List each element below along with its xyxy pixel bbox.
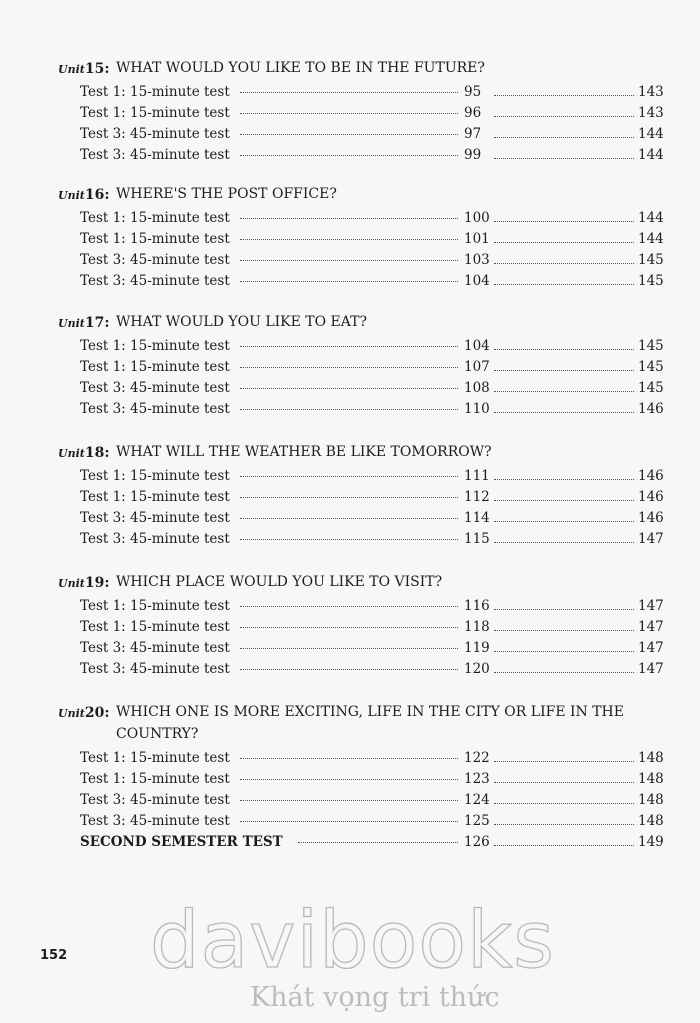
unit-title: WHAT WILL THE WEATHER BE LIKE TOMORROW? xyxy=(116,444,492,460)
question-page: 108 xyxy=(464,380,490,396)
unit-word: Unit xyxy=(58,317,85,330)
dot-leader xyxy=(494,845,634,846)
dot-leader xyxy=(494,158,634,159)
question-page: 107 xyxy=(464,359,490,375)
dot-leader xyxy=(240,155,458,156)
dot-leader xyxy=(298,842,458,843)
test-row xyxy=(80,145,664,166)
question-page: 123 xyxy=(464,771,490,787)
dot-leader xyxy=(494,803,634,804)
question-page: 115 xyxy=(464,531,490,547)
test-row xyxy=(80,596,664,617)
answer-page: 148 xyxy=(638,771,664,787)
dot-leader xyxy=(494,263,634,264)
test-name: Test 3: 45-minute test xyxy=(80,401,230,417)
answer-page: 147 xyxy=(638,531,664,547)
test-list xyxy=(58,208,668,292)
unit-heading xyxy=(58,701,668,745)
question-page: 125 xyxy=(464,813,490,829)
test-name: Test 1: 15-minute test xyxy=(80,771,230,787)
test-name: Test 1: 15-minute test xyxy=(80,489,230,505)
unit-label xyxy=(58,571,110,595)
answer-page: 145 xyxy=(638,273,664,289)
unit-heading xyxy=(58,183,668,205)
answer-page: 148 xyxy=(638,792,664,808)
test-row xyxy=(80,529,664,550)
unit-heading xyxy=(58,441,668,463)
test-row xyxy=(80,790,664,811)
dot-leader xyxy=(240,518,458,519)
question-page: 116 xyxy=(464,598,490,614)
watermark-tagline: Khát vọng tri thức xyxy=(250,982,500,1013)
test-row xyxy=(80,659,664,680)
unit-word: Unit xyxy=(58,447,85,460)
question-page: 96 xyxy=(464,105,482,121)
test-name: Test 3: 45-minute test xyxy=(80,813,230,829)
semester-test-row xyxy=(80,832,664,853)
test-name: Test 1: 15-minute test xyxy=(80,468,230,484)
test-name: Test 1: 15-minute test xyxy=(80,231,230,247)
test-name: Test 1: 15-minute test xyxy=(80,598,230,614)
dot-leader xyxy=(494,500,634,501)
dot-leader xyxy=(494,284,634,285)
unit-label xyxy=(58,701,110,725)
question-page: 101 xyxy=(464,231,490,247)
test-row xyxy=(80,103,664,124)
test-row xyxy=(80,124,664,145)
dot-leader xyxy=(240,497,458,498)
test-row xyxy=(80,229,664,250)
test-row xyxy=(80,82,664,103)
unit-title: WHICH ONE IS MORE EXCITING, LIFE IN THE CITY OR LIFE IN THE COUNTRY? xyxy=(116,704,624,742)
question-page: 112 xyxy=(464,489,490,505)
dot-leader xyxy=(240,779,458,780)
test-name: SECOND SEMESTER TEST xyxy=(80,834,283,850)
question-page: 114 xyxy=(464,510,490,526)
unit-number: 16: xyxy=(84,187,110,203)
unit-section-19 xyxy=(58,571,668,680)
unit-label xyxy=(58,183,110,207)
test-list xyxy=(58,82,668,166)
unit-word: Unit xyxy=(58,189,85,202)
dot-leader xyxy=(494,370,634,371)
test-name: Test 1: 15-minute test xyxy=(80,359,230,375)
dot-leader xyxy=(240,388,458,389)
answer-page: 145 xyxy=(638,338,664,354)
dot-leader xyxy=(240,367,458,368)
test-row xyxy=(80,617,664,638)
unit-title: WHAT WOULD YOU LIKE TO EAT? xyxy=(116,314,367,330)
dot-leader xyxy=(494,630,634,631)
answer-page: 143 xyxy=(638,84,664,100)
test-row xyxy=(80,357,664,378)
unit-label xyxy=(58,441,110,465)
test-list xyxy=(58,748,668,853)
test-name: Test 3: 45-minute test xyxy=(80,510,230,526)
dot-leader xyxy=(240,476,458,477)
unit-section-17 xyxy=(58,311,668,420)
test-name: Test 1: 15-minute test xyxy=(80,105,230,121)
test-row xyxy=(80,811,664,832)
test-name: Test 3: 45-minute test xyxy=(80,252,230,268)
dot-leader xyxy=(240,539,458,540)
test-list xyxy=(58,466,668,550)
question-page: 119 xyxy=(464,640,490,656)
dot-leader xyxy=(240,239,458,240)
dot-leader xyxy=(494,412,634,413)
test-row xyxy=(80,336,664,357)
unit-number: 17: xyxy=(84,315,110,331)
dot-leader xyxy=(494,672,634,673)
dot-leader xyxy=(240,281,458,282)
test-name: Test 1: 15-minute test xyxy=(80,210,230,226)
answer-page: 149 xyxy=(638,834,664,850)
test-row xyxy=(80,508,664,529)
test-name: Test 1: 15-minute test xyxy=(80,750,230,766)
answer-page: 145 xyxy=(638,380,664,396)
unit-section-16 xyxy=(58,183,668,292)
test-row xyxy=(80,769,664,790)
answer-page: 147 xyxy=(638,661,664,677)
question-page: 97 xyxy=(464,126,482,142)
test-list xyxy=(58,596,668,680)
test-row xyxy=(80,638,664,659)
question-page: 99 xyxy=(464,147,482,163)
unit-word: Unit xyxy=(58,577,85,590)
dot-leader xyxy=(240,113,458,114)
dot-leader xyxy=(494,521,634,522)
answer-page: 144 xyxy=(638,231,664,247)
answer-page: 146 xyxy=(638,401,664,417)
answer-page: 144 xyxy=(638,210,664,226)
unit-section-18 xyxy=(58,441,668,550)
question-page: 126 xyxy=(464,834,490,850)
question-page: 104 xyxy=(464,273,490,289)
unit-title: WHAT WOULD YOU LIKE TO BE IN THE FUTURE? xyxy=(116,60,485,76)
question-page: 104 xyxy=(464,338,490,354)
dot-leader xyxy=(494,542,634,543)
dot-leader xyxy=(240,627,458,628)
dot-leader xyxy=(494,651,634,652)
unit-heading xyxy=(58,311,668,333)
test-name: Test 1: 15-minute test xyxy=(80,84,230,100)
answer-page: 147 xyxy=(638,640,664,656)
unit-heading xyxy=(58,571,668,593)
dot-leader xyxy=(494,95,634,96)
unit-label xyxy=(58,57,110,81)
test-row xyxy=(80,378,664,399)
unit-word: Unit xyxy=(58,63,85,76)
dot-leader xyxy=(240,346,458,347)
question-page: 100 xyxy=(464,210,490,226)
unit-section-15 xyxy=(58,57,668,166)
unit-number: 19: xyxy=(84,575,110,591)
question-page: 118 xyxy=(464,619,490,635)
dot-leader xyxy=(494,116,634,117)
answer-page: 144 xyxy=(638,126,664,142)
test-name: Test 1: 15-minute test xyxy=(80,619,230,635)
dot-leader xyxy=(240,260,458,261)
dot-leader xyxy=(494,609,634,610)
unit-number: 18: xyxy=(84,445,110,461)
unit-label xyxy=(58,311,110,335)
dot-leader xyxy=(494,479,634,480)
test-name: Test 3: 45-minute test xyxy=(80,380,230,396)
answer-page: 143 xyxy=(638,105,664,121)
test-name: Test 3: 45-minute test xyxy=(80,661,230,677)
test-row xyxy=(80,748,664,769)
dot-leader xyxy=(240,669,458,670)
unit-heading xyxy=(58,57,668,79)
test-name: Test 3: 45-minute test xyxy=(80,126,230,142)
page-number: 152 xyxy=(40,948,68,963)
question-page: 111 xyxy=(464,468,490,484)
answer-page: 144 xyxy=(638,147,664,163)
test-name: Test 3: 45-minute test xyxy=(80,147,230,163)
unit-number: 15: xyxy=(84,61,110,77)
test-row xyxy=(80,208,664,229)
answer-page: 147 xyxy=(638,598,664,614)
dot-leader xyxy=(494,137,634,138)
test-list xyxy=(58,336,668,420)
question-page: 103 xyxy=(464,252,490,268)
dot-leader xyxy=(494,824,634,825)
dot-leader xyxy=(240,134,458,135)
answer-page: 145 xyxy=(638,252,664,268)
dot-leader xyxy=(494,761,634,762)
dot-leader xyxy=(494,782,634,783)
test-name: Test 3: 45-minute test xyxy=(80,792,230,808)
test-row xyxy=(80,250,664,271)
dot-leader xyxy=(240,800,458,801)
test-name: Test 1: 15-minute test xyxy=(80,338,230,354)
answer-page: 145 xyxy=(638,359,664,375)
dot-leader xyxy=(240,648,458,649)
answer-page: 146 xyxy=(638,510,664,526)
dot-leader xyxy=(494,242,634,243)
answer-page: 147 xyxy=(638,619,664,635)
watermark-brand: davibooks xyxy=(150,896,555,986)
unit-title: WHICH PLACE WOULD YOU LIKE TO VISIT? xyxy=(116,574,443,590)
answer-page: 148 xyxy=(638,813,664,829)
unit-section-20 xyxy=(58,701,668,853)
question-page: 110 xyxy=(464,401,490,417)
unit-number: 20: xyxy=(84,705,110,721)
dot-leader xyxy=(240,92,458,93)
test-row xyxy=(80,271,664,292)
test-name: Test 3: 45-minute test xyxy=(80,273,230,289)
test-row xyxy=(80,487,664,508)
question-page: 95 xyxy=(464,84,482,100)
dot-leader xyxy=(494,221,634,222)
dot-leader xyxy=(240,821,458,822)
question-page: 124 xyxy=(464,792,490,808)
dot-leader xyxy=(494,391,634,392)
test-name: Test 3: 45-minute test xyxy=(80,640,230,656)
dot-leader xyxy=(240,606,458,607)
answer-page: 146 xyxy=(638,489,664,505)
unit-title: WHERE'S THE POST OFFICE? xyxy=(116,186,337,202)
answer-page: 148 xyxy=(638,750,664,766)
dot-leader xyxy=(240,409,458,410)
test-row xyxy=(80,399,664,420)
dot-leader xyxy=(494,349,634,350)
test-row xyxy=(80,466,664,487)
question-page: 120 xyxy=(464,661,490,677)
test-name: Test 3: 45-minute test xyxy=(80,531,230,547)
dot-leader xyxy=(240,218,458,219)
question-page: 122 xyxy=(464,750,490,766)
unit-word: Unit xyxy=(58,707,85,720)
answer-page: 146 xyxy=(638,468,664,484)
dot-leader xyxy=(240,758,458,759)
